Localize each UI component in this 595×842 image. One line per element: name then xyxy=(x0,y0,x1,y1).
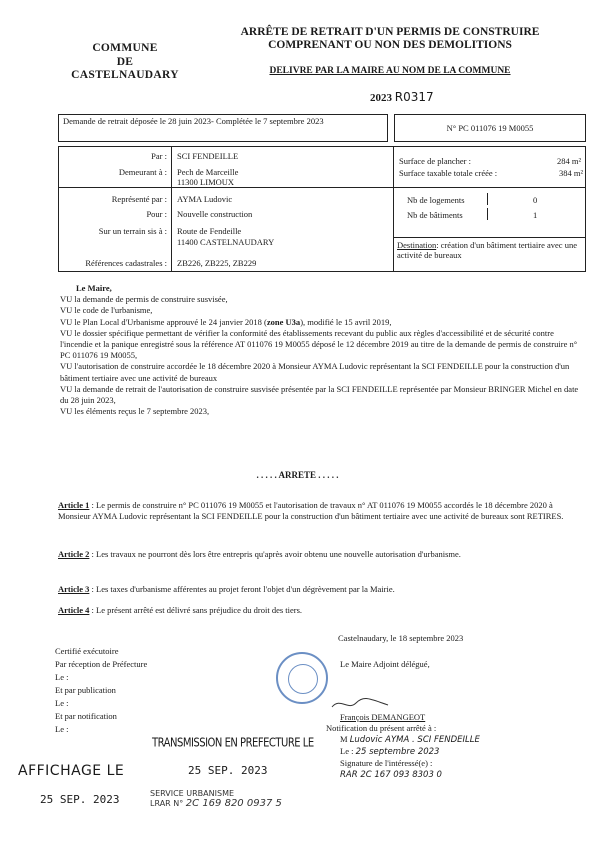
demeurant-line2: 11300 LIMOUX xyxy=(177,177,235,187)
visa xyxy=(60,317,585,328)
arrete-number xyxy=(370,90,434,104)
par-notification: Et par notification xyxy=(55,711,117,721)
affichage-stamp: AFFICHAGE LE xyxy=(18,763,125,779)
arrete-number-handwritten: R0317 xyxy=(394,90,434,104)
article-label: Article 4 xyxy=(58,605,90,615)
surface-taxable-label: Surface taxable totale créée : xyxy=(399,168,498,178)
notif-m-printed: M xyxy=(340,734,348,744)
surface-taxable-value: 384 m² xyxy=(558,168,583,178)
surface-plancher-label: Surface de plancher : xyxy=(399,156,471,166)
article-2 xyxy=(58,549,585,560)
seal-text xyxy=(278,654,326,702)
notification-title: Notification du présent arrêté à : xyxy=(326,723,437,733)
represente-label: Représenté par : xyxy=(111,194,167,204)
rar-number: RAR 2C 167 093 8303 0 xyxy=(340,770,442,780)
lrar-line xyxy=(150,798,282,809)
transmission-stamp: TRANSMISSION EN PREFECTURE LE xyxy=(152,736,314,751)
lrar-handwritten: 2C 169 820 0937 5 xyxy=(185,798,282,809)
destination-label: Destination xyxy=(397,240,437,250)
le-maire: Le Maire, xyxy=(76,283,112,293)
visas xyxy=(60,283,585,417)
table-divider xyxy=(171,147,172,271)
affichage-date: 25 SEP. 2023 xyxy=(40,793,120,806)
article-label: Article 1 xyxy=(58,500,90,510)
le-line: Le : xyxy=(55,672,69,682)
batiments-label: Nb de bâtiments xyxy=(407,210,463,220)
reception-prefecture: Par réception de Préfecture xyxy=(55,659,148,669)
visa: VU le code de l'urbanisme, xyxy=(60,305,153,316)
visa: VU l'autorisation de construire accordée le 18 décembre 2020 à Monsieur AYMA Ludovic représentant la SCI FENDEILLE pour la construction d'un bâtiment tertiaire avec une activité de bureaux xyxy=(60,361,570,383)
logements-value: 0 xyxy=(533,195,538,205)
visa: VU les éléments reçus le 7 septembre 2023, xyxy=(60,406,210,417)
demeurant-line1: Pech de Marceille xyxy=(177,167,239,177)
batiments-value: 1 xyxy=(533,210,538,220)
commune-line: CASTELNAUDARY xyxy=(71,69,179,81)
notification-date xyxy=(340,746,439,758)
par-label: Par : xyxy=(151,151,167,161)
arrete-number-printed: 2023 xyxy=(370,92,392,104)
demande-box: Demande de retrait déposée le 28 juin 2023- Complétée le 7 septembre 2023 xyxy=(58,114,388,142)
article-text: : Les travaux ne pourront dès lors être entrepris qu'après avoir obtenu une nouvelle autorisation d'urbanisme. xyxy=(89,549,461,559)
represente-value: AYMA Ludovic xyxy=(177,194,233,204)
article-text: : Le permis de construire n° PC 011076 19 M0055 et l'autorisation de travaux n° AT 011076 19 M0055 accordés le 18 décembre 2020 à Monsieur AYMA Ludovic représentant la SCI FENDEILLE pour la construction d'un bâtiment tertiaire avec une activité de bureaux sont RETIRES. xyxy=(58,500,564,522)
article-1 xyxy=(58,500,585,522)
demeurant-label: Demeurant à : xyxy=(118,167,167,177)
article-4 xyxy=(58,605,585,616)
visa: VU la demande de permis de construire susvisée, xyxy=(60,294,228,305)
article-label: Article 2 xyxy=(58,549,90,559)
maire-adjoint: Le Maire Adjoint délégué, xyxy=(340,659,430,669)
cadastre-label: Références cadastrales : xyxy=(85,258,167,268)
terrain-label: Sur un terrain sis à : xyxy=(98,226,167,236)
service-urbanisme: SERVICE URBANISME xyxy=(150,789,235,798)
visa-part: ), modifié le 15 avril 2019, xyxy=(300,316,392,327)
cadastre-value: ZB226, ZB225, ZB229 xyxy=(177,258,257,268)
article-text: : Les taxes d'urbanisme afférentes au projet feront l'objet d'un dégrèvement par la Mairie. xyxy=(89,584,395,594)
visa: VU le dossier spécifique permettant de vérifier la conformité des établissements recevant du public aux règles d'accessibilité et de sécurité contre l'incendie et la panique enregistré sous la référence AT 011076 19 M0055 déposé le 12 décembre 2019 au titre de la demande de permis de construire n° PC 011076 19 M0055, xyxy=(60,327,578,361)
terrain-line1: Route de Fendeille xyxy=(177,226,242,236)
notif-le-handwritten: 25 septembre 2023 xyxy=(355,747,440,757)
title-line: COMPRENANT OU NON DES DEMOLITIONS xyxy=(268,38,512,51)
mairie-seal-icon xyxy=(276,652,328,704)
title-line: ARRÊTE DE RETRAIT D'UN PERMIS DE CONSTRUIRE xyxy=(240,26,540,38)
signature-interesse: Signature de l'intéressé(e) : xyxy=(340,758,433,768)
commune-line: COMMUNE xyxy=(92,42,158,54)
lrar-printed: LRAR N° xyxy=(150,799,184,808)
table-divider xyxy=(59,187,585,188)
article-text: : Le présent arrêté est délivré sans préjudice du droit des tiers. xyxy=(89,605,303,615)
commune-header xyxy=(55,42,195,83)
signature-scribble-icon xyxy=(330,695,390,713)
visa-part: VU le Plan Local d'Urbanisme approuvé le 24 janvier 2018 ( xyxy=(60,316,267,327)
pour-value: Nouvelle construction xyxy=(177,209,253,219)
destination xyxy=(397,240,583,260)
article-3 xyxy=(58,584,585,595)
le-line: Le : xyxy=(55,724,69,734)
le-line: Le : xyxy=(55,698,69,708)
destination-value: : création d'un bâtiment tertiaire avec une activité de bureaux xyxy=(397,240,577,260)
notif-m-handwritten: Ludovic AYMA . SCI FENDEILLE xyxy=(349,735,480,745)
delivre-line: DELIVRE PAR LA MAIRE AU NOM DE LA COMMUNE xyxy=(269,66,511,76)
logements-label: Nb de logements xyxy=(407,195,465,205)
surface-plancher-value: 284 m² xyxy=(556,156,581,166)
certifie-executoire: Certifié exécutoire xyxy=(55,646,119,656)
visa: VU la demande de retrait de l'autorisation de construire susvisée présentée par la SCI FENDEILLE représentée par Monsieur BRINGER Michel en date du 28 juin 2023, xyxy=(60,383,579,406)
executoire-block xyxy=(55,645,147,736)
signataire-nom: François DEMANGEOT xyxy=(340,712,426,722)
notif-le-printed: Le : xyxy=(340,746,354,756)
batiments-divider xyxy=(487,208,490,220)
terrain-line2: 11400 CASTELNAUDARY xyxy=(177,237,275,247)
par-publication: Et par publication xyxy=(55,685,116,695)
table-divider xyxy=(393,237,585,238)
notification-destinataire xyxy=(340,734,480,746)
transmission-date: 25 SEP. 2023 xyxy=(188,764,268,777)
table-divider xyxy=(393,147,394,271)
par-value: SCI FENDEILLE xyxy=(177,151,239,161)
visa-zone: zone U3a xyxy=(266,316,301,327)
numero-box: N° PC 011076 19 M0055 xyxy=(394,114,586,142)
logements-divider xyxy=(487,193,490,205)
document-title xyxy=(205,26,575,51)
arrete-heading: . . . . . ARRETE . . . . . xyxy=(256,470,339,480)
article-label: Article 3 xyxy=(58,584,90,594)
lieu-date: Castelnaudary, le 18 septembre 2023 xyxy=(338,633,464,643)
commune-line: DE xyxy=(116,55,134,68)
info-table xyxy=(58,146,586,272)
pour-label: Pour : xyxy=(146,209,167,219)
